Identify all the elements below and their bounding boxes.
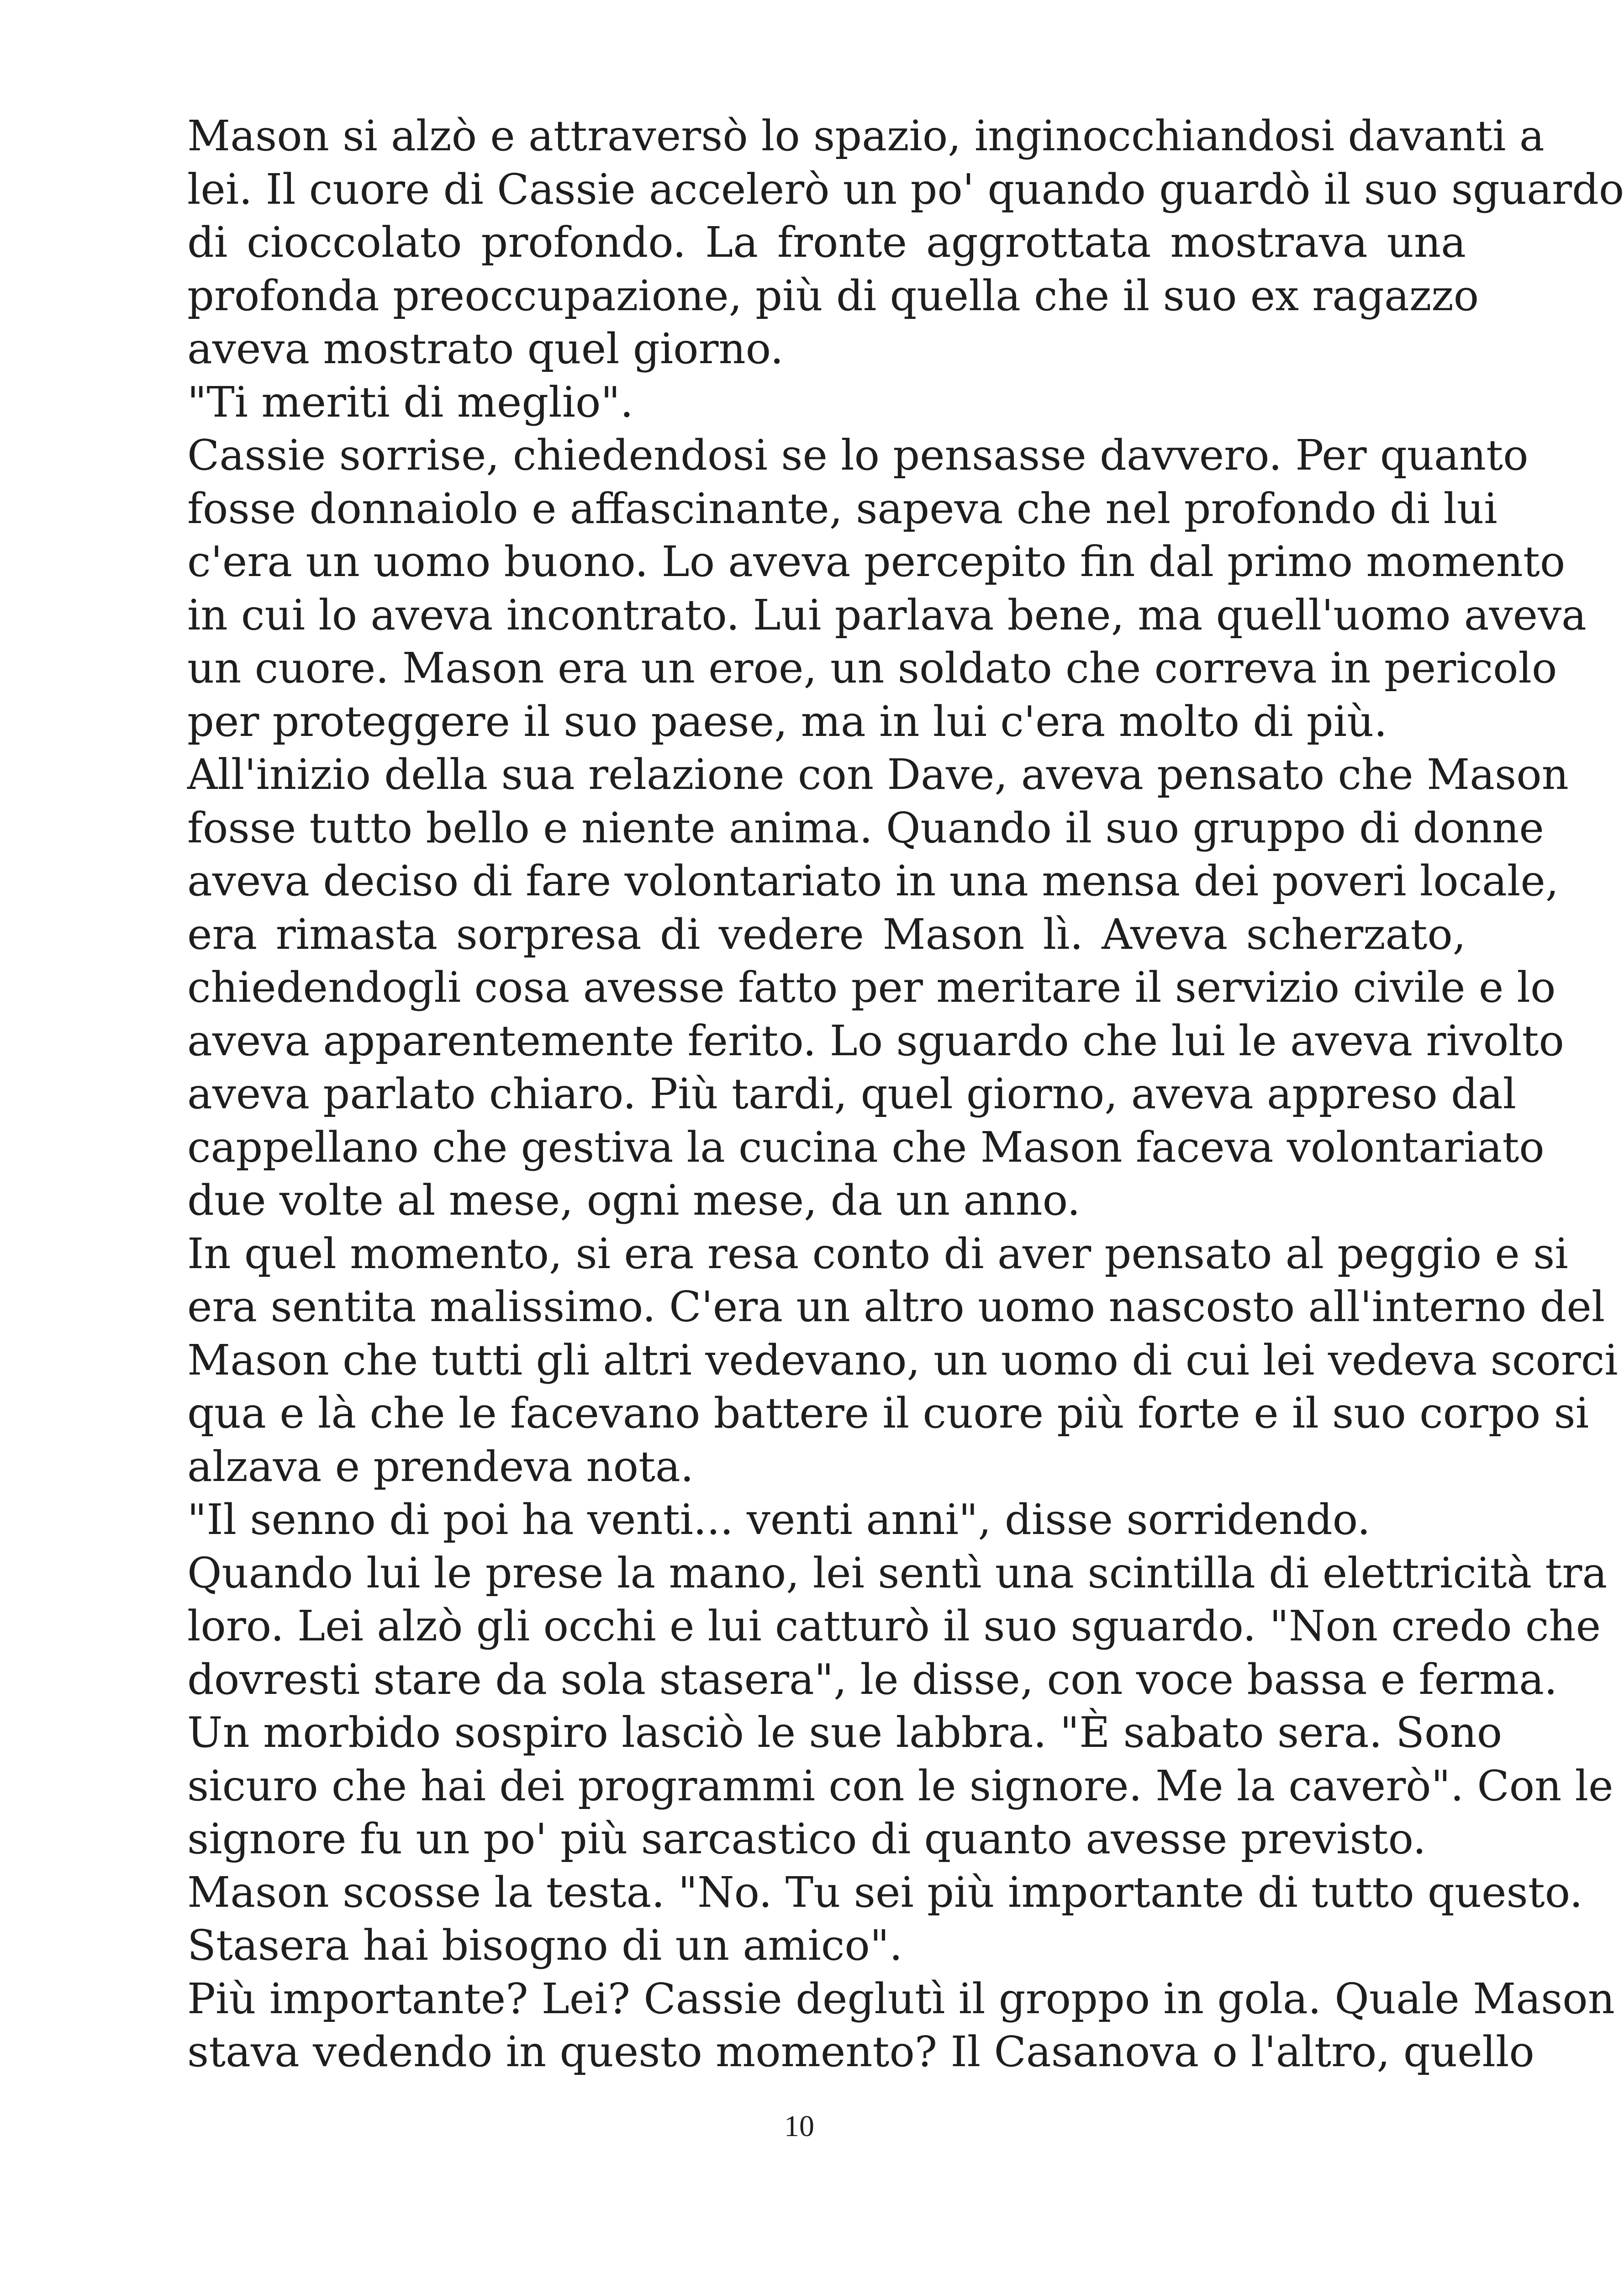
text-line: un cuore. Mason era un eroe, un soldato che correva in pericolo xyxy=(187,644,1557,693)
text-line: In quel momento, si era resa conto di aver pensato al peggio e si xyxy=(187,1229,1568,1278)
text-line: Quando lui le prese la mano, lei sentì una scintilla di elettricità tra xyxy=(187,1548,1608,1597)
text-line: loro. Lei alzò gli occhi e lui catturò il suo sguardo. "Non credo che xyxy=(187,1602,1601,1650)
text-line: dovresti stare da sola stasera", le disse, con voce bassa e ferma. xyxy=(187,1655,1558,1704)
text-line: "Ti meriti di meglio". xyxy=(187,377,634,427)
text-line: All'inizio della sua relazione con Dave, aveva pensato che Mason xyxy=(187,750,1569,799)
text-line: stava vedendo in questo momento? Il Casanova o l'altro, quello xyxy=(187,2027,1534,2076)
text-line: "Il senno di poi ha venti... venti anni", disse sorridendo. xyxy=(187,1495,1371,1544)
text-line: Cassie sorrise, chiedendosi se lo pensasse davvero. Per quanto xyxy=(187,431,1529,480)
text-line: Mason scosse la testa. "No. Tu sei più importante di tutto questo. xyxy=(187,1867,1583,1917)
text-line: sicuro che hai dei programmi con le signore. Me la caverò". Con le xyxy=(187,1761,1613,1810)
text-line: Mason si alzò e attraversò lo spazio, inginocchiandosi davanti a xyxy=(187,111,1545,160)
text-line: fosse donnaiolo e affascinante, sapeva che nel profondo di lui xyxy=(187,484,1497,533)
text-line: lei. Il cuore di Cassie accelerò un po' quando guardò il suo sguardo xyxy=(187,164,1624,214)
text-line: per proteggere il suo paese, ma in lui c'era molto di più. xyxy=(187,697,1387,746)
text-line: qua e là che le facevano battere il cuore più forte e il suo corpo si xyxy=(187,1389,1589,1438)
text-line: di cioccolato profondo. La fronte aggrottata mostrava una xyxy=(187,218,1466,267)
text-line: c'era un uomo buono. Lo aveva percepito fin dal primo momento xyxy=(187,537,1566,586)
text-line: due volte al mese, ogni mese, da un anno. xyxy=(187,1176,1081,1225)
text-line: alzava e prendeva nota. xyxy=(187,1442,694,1491)
text-line: Un morbido sospiro lasciò le sue labbra. "È sabato sera. Sono xyxy=(187,1708,1503,1757)
text-line: aveva parlato chiaro. Più tardi, quel giorno, aveva appreso dal xyxy=(187,1069,1517,1118)
text-line: Mason che tutti gli altri vedevano, un uomo di cui lei vedeva scorci xyxy=(187,1335,1618,1385)
text-line: cappellano che gestiva la cucina che Mason faceva volontariato xyxy=(187,1122,1545,1172)
text-line: aveva deciso di fare volontariato in una mensa dei poveri locale, xyxy=(187,857,1559,905)
text-line: era rimasta sorpresa di vedere Mason lì. Aveva scherzato, xyxy=(187,910,1466,959)
text-line: fosse tutto bello e niente anima. Quando il suo gruppo di donne xyxy=(187,803,1544,852)
text-line: Stasera hai bisogno di un amico". xyxy=(187,1921,903,1970)
text-line: chiedendogli cosa avesse fatto per meritare il servizio civile e lo xyxy=(187,963,1556,1012)
text-line: signore fu un po' più sarcastico di quanto avesse previsto. xyxy=(187,1814,1426,1863)
page-number: 10 xyxy=(784,2110,814,2143)
text-line: in cui lo aveva incontrato. Lui parlava bene, ma quell'uomo aveva xyxy=(187,590,1587,640)
text-line: era sentita malissimo. C'era un altro uomo nascosto all'interno del xyxy=(187,1282,1605,1331)
text-line: aveva mostrato quel giorno. xyxy=(187,324,784,373)
text-line: profonda preoccupazione, più di quella che il suo ex ragazzo xyxy=(187,271,1479,320)
text-line: Più importante? Lei? Cassie deglutì il groppo in gola. Quale Mason xyxy=(187,1974,1615,2023)
text-line: aveva apparentemente ferito. Lo sguardo che lui le aveva rivolto xyxy=(187,1016,1564,1065)
body-text xyxy=(187,110,1624,2079)
